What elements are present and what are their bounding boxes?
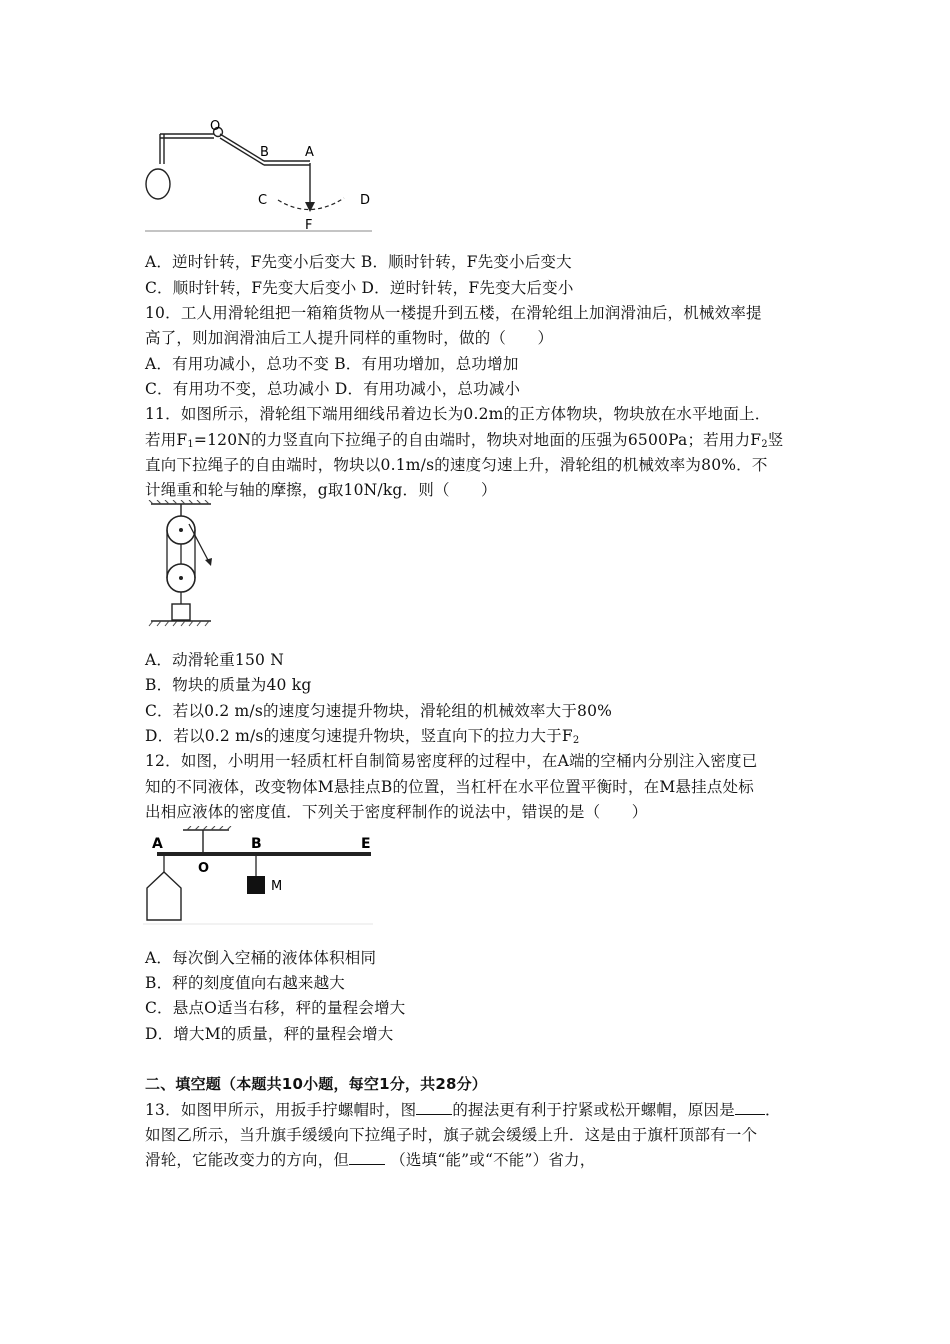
q11-stem-line-1: 11．如图所示，滑轮组下端用细线吊着边长为0.2m的正方体物块，物块放在水平地面上． (145, 405, 771, 423)
q9-option-ab: A．逆时针转，F先变小后变大 B．顺时针转，F先变小后变大 (145, 253, 572, 271)
q12-label-b: B (251, 836, 262, 852)
q11-option-d (145, 726, 579, 751)
q10-stem-line-1: 10．工人用滑轮组把一箱箱货物从一楼提升到五楼，在滑轮组上加润滑油后，机械效率提 (145, 304, 762, 322)
q11-line2-c: 竖 (767, 431, 784, 449)
q9-lever-figure (140, 118, 380, 236)
q11-stem-line-3: 直向下拉绳子的自由端时，物块以0.1m/s的速度匀速上升，滑轮组的机械效率为80%．不 (145, 456, 768, 474)
q12-stem-line-2: 知的不同液体，改变物体M悬挂点B的位置，当杠杆在水平位置平衡时，在M悬挂点处标 (145, 778, 754, 796)
q12-option-b: B．秤的刻度值向右越来越大 (145, 974, 345, 992)
q9-label-b: B (260, 145, 269, 160)
q13-line1-a: 13．如图甲所示，用扳手拧螺帽时，图 (145, 1101, 417, 1119)
q13-line1-c: ． (764, 1101, 781, 1119)
q11-option-d-subscript: 2 (572, 735, 580, 746)
q11-f2-subscript: 2 (761, 439, 768, 450)
q13-line-3 (145, 1150, 595, 1170)
q13-line1-b: 的握法更有利于拧紧或松开螺帽，原因是 (452, 1101, 735, 1119)
q11-pulley-figure (145, 500, 217, 636)
q12-option-a: A．每次倒入空桶的液体体积相同 (145, 949, 377, 967)
q13-blank-2 (735, 1100, 765, 1115)
q10-option-cd: C．有用功不变，总功减小 D．有用功减小，总功减小 (145, 380, 521, 398)
q13-line3-a: 滑轮，它能改变力的方向，但 (145, 1151, 350, 1169)
q13-line-2: 如图乙所示，当升旗手缓缓向下拉绳子时，旗子就会缓缓上升．这是由于旗杆顶部有一个 (145, 1126, 758, 1144)
q10-stem-line-2: 高了，则加润滑油后工人提升同样的重物时，做的（ ） (145, 329, 554, 347)
q11-f1-subscript: 1 (187, 439, 194, 450)
section-2-title: 二、填空题（本题共10小题，每空1分，共28分） (145, 1075, 487, 1093)
q10-option-ab: A．有用功减小，总功不变 B．有用功增加，总功增加 (145, 355, 519, 373)
q12-option-c: C．悬点O适当右移，秤的量程会增大 (145, 999, 406, 1017)
q11-stem-line-2 (145, 430, 784, 455)
q12-stem-line-1: 12．如图，小明用一轻质杠杆自制简易密度秤的过程中，在A端的空桶内分别注入密度已 (145, 752, 758, 770)
q13-blank-3 (349, 1150, 385, 1165)
q13-line3-b: （选填“能”或“不能”）省力， (385, 1151, 596, 1169)
q12-stem-line-3: 出相应液体的密度值．下列关于密度秤制作的说法中，错误的是（ ） (145, 803, 648, 821)
q9-label-d: D (360, 193, 371, 208)
q13-blank-1 (416, 1100, 452, 1115)
q12-option-d: D．增大M的质量，秤的量程会增大 (145, 1025, 394, 1043)
q9-label-f: F (305, 218, 313, 233)
q12-label-m: M (271, 879, 283, 894)
q12-lever-figure (143, 826, 379, 928)
q11-line2-b: =120N的力竖直向下拉绳子的自由端时，物块对地面的压强为6500Pa；若用力F (193, 431, 762, 449)
q9-label-c: C (258, 193, 268, 208)
q11-stem-line-4: 计绳重和轮与轴的摩擦，g取10N/kg．则（ ） (145, 481, 497, 499)
q12-label-a: A (152, 836, 163, 852)
q9-label-o: O (210, 119, 221, 134)
q11-option-b: B．物块的质量为40 kg (145, 676, 312, 694)
q11-option-d-text: D．若以0.2 m/s的速度匀速提升物块，竖直向下的拉力大于F (145, 727, 573, 745)
q9-option-cd: C．顺时针转，F先变大后变小 D．逆时针转，F先变大后变小 (145, 279, 574, 297)
q12-label-e: E (361, 836, 371, 852)
q11-option-a: A．动滑轮重150 N (145, 651, 284, 669)
q12-label-o: O (198, 861, 210, 876)
q13-line-1 (145, 1100, 781, 1120)
q9-label-a: A (305, 145, 314, 160)
q11-line2-a: 若用F (145, 431, 188, 449)
q11-option-c: C．若以0.2 m/s的速度匀速提升物块，滑轮组的机械效率大于80% (145, 702, 613, 720)
